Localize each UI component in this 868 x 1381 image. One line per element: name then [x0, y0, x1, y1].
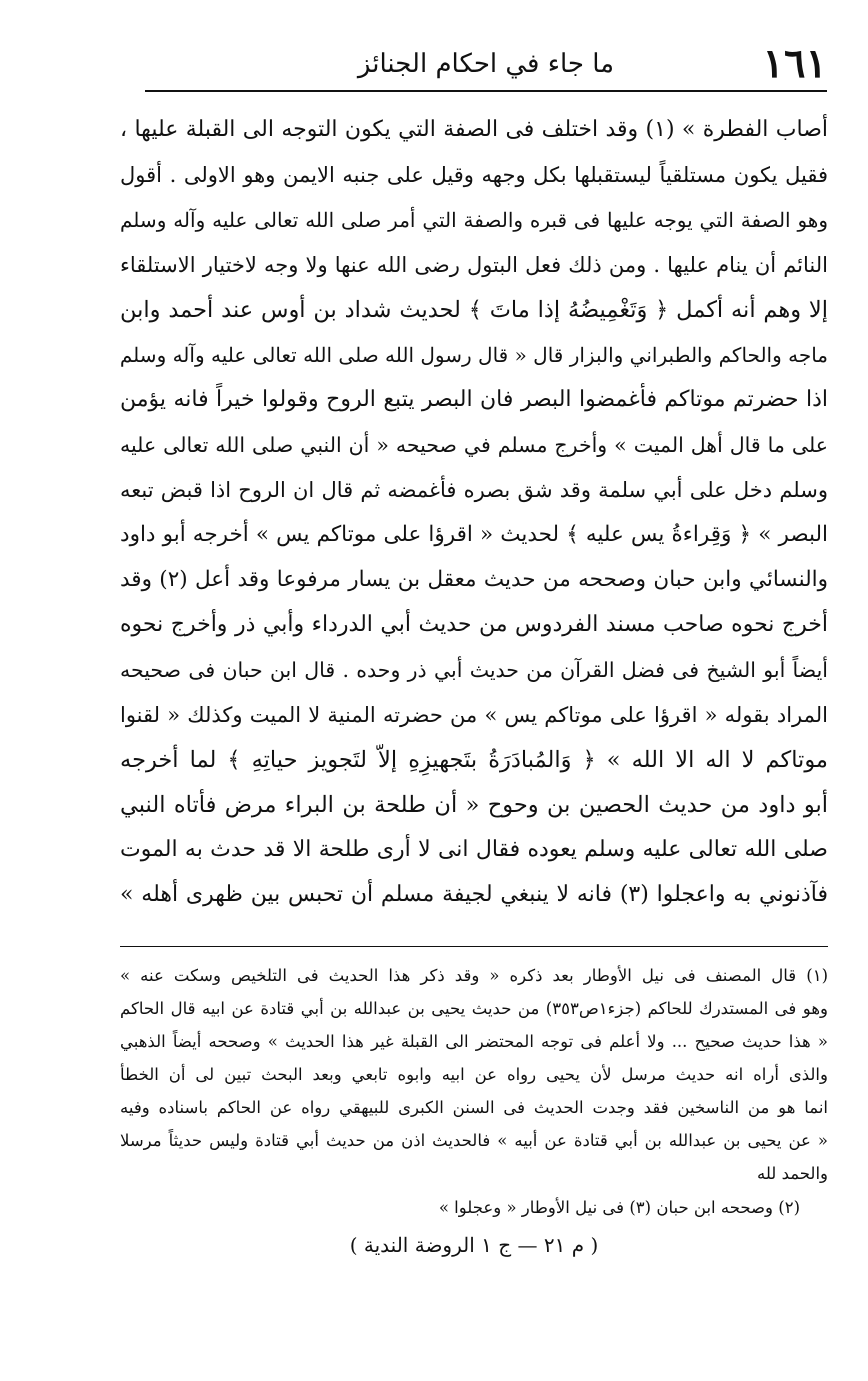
text-line: فآذنوني به واعجلوا (٣) فانه لا ينبغي لجيفة مسلم أن تحبس بين ظهرى أهله »	[120, 882, 828, 907]
footnote-line: « عن يحيى بن عبدالله بن أبي قتادة عن أبيه » فالحديث اذن من حديث أبي قتادة وليس حديثاً مرسلا	[120, 1131, 828, 1150]
footnote-line: انما هو من الناسخين فقد وجدت الحديث فى السنن الكبرى للبيهقي رواه عن الحاكم باسناده وفيه	[120, 1098, 828, 1117]
printer-signature: ( م ٢١ — ج ١ الروضة الندية )	[349, 1233, 599, 1257]
footnote-line: (١) قال المصنف فى نيل الأوطار بعد ذكره « وقد ذكر هذا الحديث فى التلخيص وسكت عنه »	[120, 966, 828, 985]
text-line: صلى الله تعالى عليه وسلم يعوده فقال انى لا أرى طلحة الا قد حدث به الموت	[120, 837, 828, 862]
text-line: فقيل يكون مستلقياً ليستقبلها بكل وجهه وقيل على جنبه الايمن وهو الاولى . أقول	[120, 163, 828, 187]
text-line: موتاكم لا اله الا الله » ﴿ وَالمُبادَرَةُ بتَجهيزِهِ إلاّ لتَجويز حياتِهِ ﴾ لما أخرجه	[120, 747, 828, 773]
page-number: ١٦١	[762, 40, 827, 87]
footnote-separator	[120, 946, 828, 947]
text-line: النائم أن ينام عليها . ومن ذلك فعل البتول رضى الله عنها ولا وجه لاختيار الاستلقاء	[120, 253, 828, 277]
footnote-line: وهو فى المستدرك للحاكم (جزء١ص٣٥٣) من حديث يحيى بن عبدالله بن أبي قتادة عن ابيه قال الحاكم	[120, 999, 828, 1018]
page-header	[145, 40, 827, 92]
text-line: وسلم دخل على أبي سلمة وقد شق بصره فأغمضه ثم قال ان الروح اذا قبض تبعه	[120, 478, 828, 502]
running-title: ما جاء في احكام الجنائز	[357, 49, 615, 79]
text-line: وهو الصفة التي يوجه عليها فى قبره والصفة التي أمر صلى الله تعالى عليه وآله وسلم	[120, 208, 828, 232]
text-line: أيضاً أبو الشيخ فى فضل القرآن من حديث أبي ذر وحده . قال ابن حبان فى صحيحه	[120, 658, 828, 682]
text-line: أبو داود من حديث الحصين بن وحوح « أن طلحة بن البراء مرض فأتاه النبي	[120, 792, 828, 818]
text-line: ماجه والحاكم والطبراني والبزار قال « قال رسول الله صلى الله تعالى عليه وآله وسلم	[119, 343, 828, 367]
footnote-line: « هذا حديث صحيح ... ولا أعلم فى توجه المحتضر الى القبلة غير هذا الحديث » وصححه أيضاً الذهبي	[120, 1032, 828, 1051]
text-line: اذا حضرتم موتاكم فأغمضوا البصر فان البصر يتبع الروح وقولوا خيراً فانه يؤمن	[120, 387, 828, 412]
footnote-line: والذى أراه انه حديث مرسل لأن يحيى رواه عن ابيه وابوه تابعي وبعد البحث تبين لى أن الخطأ	[120, 1065, 828, 1084]
text-line: على ما قال أهل الميت » وأخرج مسلم في صحيحه « أن النبي صلى الله تعالى عليه	[120, 433, 828, 457]
footnote-line: والحمد لله	[756, 1164, 828, 1183]
text-line: البصر » ﴿ وَقِراءةُ يس عليه ﴾ لحديث « اقرؤا على موتاكم يس » أخرجه أبو داود	[120, 522, 828, 547]
text-line: والنسائي وابن حبان وصححه من حديث معقل بن يسار مرفوعا وقد أعل (٢) وقد	[120, 567, 828, 592]
text-line: المراد بقوله « اقرؤا على موتاكم يس » من حضرته المنية لا الميت وكذلك « لقنوا	[120, 703, 828, 727]
text-line: أصاب الفطرة » (١) وقد اختلف فى الصفة التي يكون التوجه الى القبلة عليها ،	[120, 117, 828, 142]
text-line: إلا وهم أنه أكمل ﴿ وَتَغْمِيضُهُ إذا ماتَ ﴾ لحديث شداد بن أوس عند أحمد وابن	[120, 297, 828, 323]
footnote-line: (٢) وصححه ابن حبان (٣) فى نيل الأوطار « وعجلوا »	[438, 1198, 800, 1217]
text-line: أخرج نحوه صاحب مسند الفردوس من حديث أبي الدرداء وأبي ذر وأخرج نحوه	[120, 612, 828, 637]
